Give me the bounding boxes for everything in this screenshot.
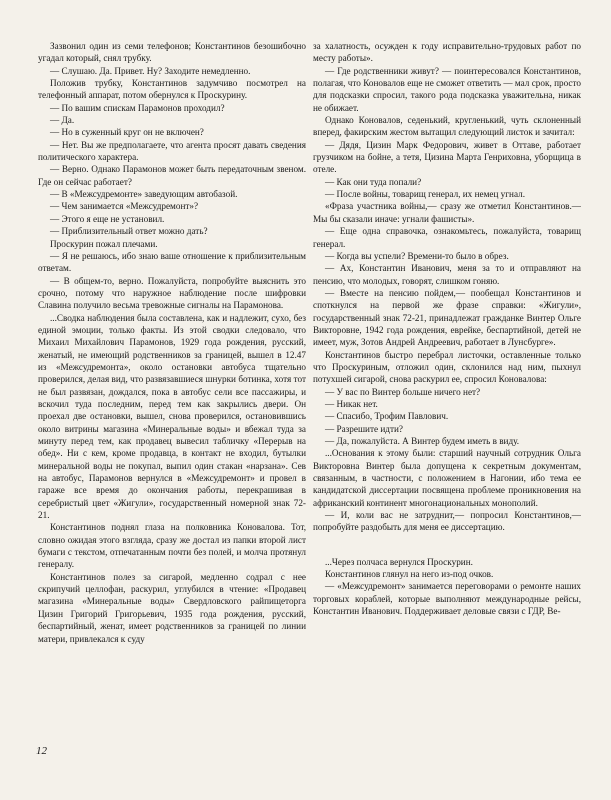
paragraph: — В общем-то, верно. Пожалуйста, попробуйте выяснить это срочно, потому что наружное наблюдение после шифровки Славина получило весьма тревожные сигналы на Парамонова.: [38, 275, 306, 311]
paragraph: — Дядя, Цизин Марк Федорович, живет в Оттаве, работает грузчиком на бойне, а тетя, Цизина Марта Генриховна, уборщица в отеле.: [313, 139, 581, 175]
paragraph: — Ах, Константин Иванович, меня за то и отправляют на пенсию, что молодых, говорят, слишком гоняю.: [313, 263, 581, 286]
paragraph: за халатность, осужден к году исправительно-трудовых работ по месту работы».: [313, 41, 581, 64]
paragraph: — Чем занимается «Межсудремонт»?: [50, 201, 199, 212]
paragraph: — Я не решаюсь, ибо знаю ваше отношение к приблизительным ответам.: [38, 250, 306, 274]
paragraph: Константинов глянул на него из-под очков.: [325, 569, 494, 580]
paragraph: — Еще одна справочка, ознакомьтесь, пожалуйста, товарищ генерал.: [313, 226, 581, 249]
paragraph: Проскурин пожал плечами.: [50, 238, 158, 249]
paragraph: — Как они туда попали?: [325, 176, 422, 187]
paragraph: Константинов быстро перебрал листочки, оставленные только что Проскуриным, отложил один, склонился над ним, пыхнул потухшей сигарой, снова раскурил ее, спросил Коновалова:: [313, 349, 581, 385]
paragraph: — Но в суженный круг он не включен?: [50, 127, 204, 138]
paragraph: — Спасибо, Трофим Павлович.: [325, 411, 449, 422]
paragraph: Положив трубку, Константинов задумчиво посмотрел на телефонный аппарат, потом обернулся к Проскурину.: [38, 78, 306, 101]
paragraph: — Никак нет.: [325, 398, 378, 409]
paragraph: Зазвонил один из семи телефонов; Константинов безошибочно угадал который, снял трубку.: [38, 41, 306, 64]
paragraph: — По вашим спискам Парамонов проходил?: [50, 102, 225, 113]
paragraph: — Да.: [50, 115, 75, 126]
paragraph: — В «Межсудремонте» заведующим автобазой.: [50, 189, 238, 200]
paragraph: — Да, пожалуйста. А Винтер будем иметь в виду.: [325, 436, 520, 446]
paragraph: — Разрешите идти?: [325, 423, 403, 434]
paragraph: — Когда вы успели? Времени-то было в обрез.: [325, 250, 509, 261]
paragraph: — Нет. Вы же предполагаете, что агента просят давать сведения политического характера.: [38, 139, 306, 163]
paragraph: — У вас по Винтер больше ничего нет?: [325, 386, 481, 397]
paragraph: Однако Коновалов, седенький, кругленький, чуть склоненный вперед, факирским жестом вытащил следующий листок и зачитал:: [313, 115, 581, 138]
paragraph: — Верно. Однако Парамонов может быть передаточным звеном. Где он сейчас работает?: [38, 164, 306, 187]
paragraph: — «Межсудремонт» занимается переговорами о ремонте наших торговых кораблей, которые выполняют международные рейсы, Константин Иванович. Поддерживает деловые связи с ГДР, Ве-: [313, 581, 581, 617]
paragraph: — После войны, товарищ генерал, их немец угнал.: [325, 189, 525, 200]
paragraph: Константинов поднял глаза на полковника Коновалова. Тот, словно ожидая этого взгляда, сразу же достал из папки второй лист бумаги с текстом, отпечатанным почти без полей, и молча протянул генералу.: [38, 522, 306, 570]
paragraph: ...Основания к этому были: старший научный сотрудник Ольга Викторовна Винтер была допущена к секретным документам, связанным, в частности, с положением в Нагонии, ибо тема ее кандидатской диссертации посвящена проблеме проникновения на африканский континент многонациональных монополий.: [313, 448, 581, 508]
text-column-right: [313, 40, 581, 617]
paragraph: — Где родственники живут? — поинтересовался Константинов, полагая, что Коновалов еще не сможет ответить — мал срок, просто для подсказки спросил, такого рода подсказка уважительна, никак не обижает.: [313, 65, 581, 113]
paragraph: — И, коли вас не затруднит,— попросил Константинов,— попробуйте раздобыть для меня ее диссертацию.: [313, 510, 581, 533]
paragraph: ...Сводка наблюдения была составлена, как и надлежит, сухо, без единой эмоции, только факты. Из этой сводки следовало, что Михаил Михайлович Парамонов, 1929 года рождения, русский, женатый, не имеющий родственников за границей, вышел в 12.47 из «Межсудремонта», около остановки автобуса тщательно проверился, делая вид, что развязавшиеся шнурки ботинка, хотя тот не был развязан, дождался, пока в автобус сели все пассажиры, и вскочил туда последним, перед тем как закрылись двери. Он проехал две остановки, вышел, снова проверился, остановившись около витрины магазина «Минеральные воды» и вбежал туда за минуту перед тем, как продавец вывесил табличку «Перерыв на обед». Ни с кем, кроме продавца, в контакт не входил, бутылки минеральной воды не покупал, выпил один стакан «нарзана». Сев на автобус, Парамонов вернулся в «Межсудремонт» и провел в гараже все время до окончания работы, перекрашивая в серебристый цвет «Жигули», государственный номерной знак 72-21.: [38, 312, 306, 521]
paragraph: — Слушаю. Да. Привет. Ну? Заходите немедленно.: [50, 65, 251, 76]
text-column-left: [38, 40, 306, 645]
paragraph: Константинов полез за сигарой, медленно содрал с нее скрипучий целлофан, раскурил, углубился в чтение: «Продавец магазина «Минеральные воды» Свердловского райпищеторга Цизин Григорий Григорьевич, 1935 года рождения, русский, беспартийный, женат, имеет родственников за границей по линии матери, привлекался к суду: [38, 571, 306, 644]
paragraph: — Этого я еще не установил.: [50, 213, 165, 224]
paragraph: ...Через полчаса вернулся Проскурин.: [325, 556, 473, 567]
paragraph: «Фраза участника войны,— сразу же отметил Константинов.— Мы бы сказали иначе: угнали фашисты».: [313, 201, 581, 224]
paragraph: — Приблизительный ответ можно дать?: [50, 226, 208, 237]
paragraph: — Вместе на пенсию пойдем,— пообещал Константинов и споткнулся на первой же фразе справки: «Жигули», государственный знак 72-21, принадлежат гражданке Винтер Ольге Викторовне, 1942 года рождения, еврейке, беспартийной, детей не имеет, муж, Зотов Андрей Андреевич, работает в Лунсбурге».: [313, 287, 581, 348]
page-number: 12: [36, 745, 47, 757]
